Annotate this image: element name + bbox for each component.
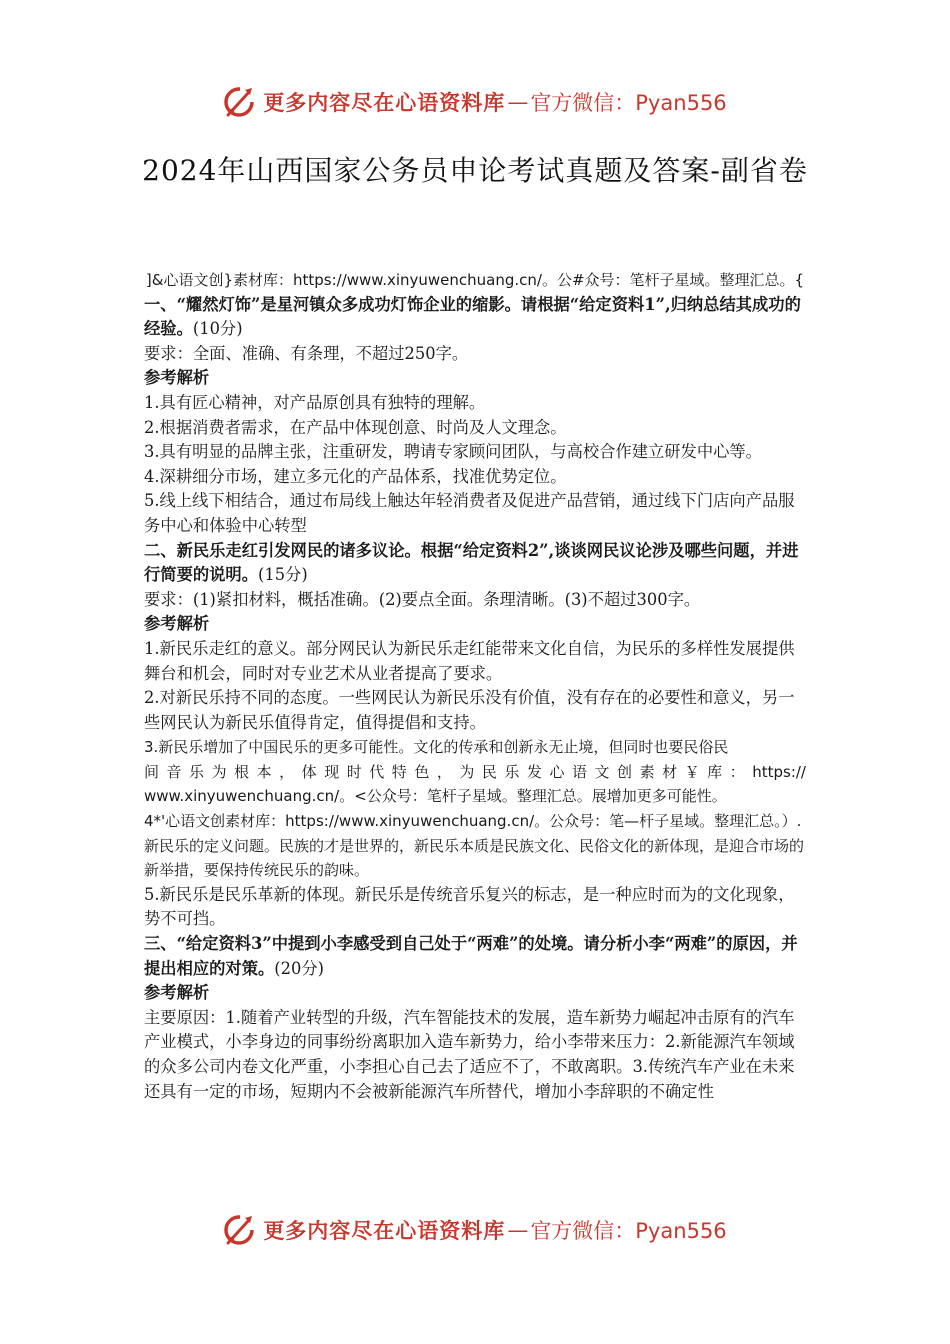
source-note: ]&心语文创}素材库：https://www.xinyuwenchuang.cn/。公#众号：笔杆子星域。整理汇总。{ [145, 271, 805, 289]
question-3-text: 三、“给定资料3”中提到小李感受到自己处于“两难”的处境。请分析小李“两难”的原因，并提出相应的对策。 [144, 934, 798, 978]
question-1-score: (10分) [192, 319, 243, 339]
banner-text: 更多内容尽在心语资料库 [263, 1219, 506, 1243]
document-body [144, 268, 806, 1104]
document-title: 2024年山西国家公务员申论考试真题及答案-副省卷 [142, 154, 808, 187]
header-banner [0, 80, 950, 124]
question-2-text: 二、新民乐走红引发网民的诸多议论。根据“给定资料2”,谈谈网民议论涉及哪些问题，并进行简要的说明。 [144, 540, 799, 585]
q2-point-5: 5.新民乐是民乐革新的体现。新民乐是传统音乐复兴的标志，是一种应时而为的文化现象，势不可挡。 [144, 884, 795, 929]
banner-wechat: 官方微信：Pyan556 [530, 1219, 727, 1243]
q1-point-3: 3.具有明显的品牌主张，注重研发，聘请专家顾问团队，与高校合作建立研发中心等。 [144, 442, 762, 462]
q2-point-2: 2.对新民乐持不同的态度。一些网民认为新民乐没有价值，没有存在的必要性和意义，另一些网民认为新民乐值得肯定，值得提倡和支持。 [144, 688, 795, 732]
banner-text: 更多内容尽在心语资料库 [263, 91, 506, 115]
q1-point-2: 2.根据消费者需求，在产品中体现创意、时尚及人文理念。 [144, 417, 567, 437]
question-2-requirement: 要求：(1)紧扣材料，概括准确。(2)要点全面。条理清晰。(3)不超过300字。 [144, 589, 701, 609]
question-1-analysis-label: 参考解析 [144, 368, 210, 388]
q3-answer: 主要原因：1.随着产业转型的升级，汽车智能技术的发展，造车新势力崛起冲击原有的汽车产业模式，小李身边的同事纷纷离职加入造车新势力，给小李带来压力：2.新能源汽车领域的众多公司内卷文化严重，小李担心自己去了适应不了，不敢离职。3.传统汽车产业在未来还具有一定的市场，短期内不会被新能源汽车所替代，增加小李辞职的不确定性 [144, 1007, 795, 1101]
q2-point-3-line-2: 间音乐为根本，体现时代特色，为民乐发心语文创素材￥库：https:// [144, 762, 806, 781]
question-2 [144, 539, 806, 588]
brush-pen-logo-icon [223, 85, 257, 119]
q1-point-5: 5.线上线下相结合，通过布局线上触达年轻消费者及促进产品营销，通过线下门店向产品服务中心和体验中心转型 [144, 491, 795, 535]
question-3-analysis-label: 参考解析 [144, 983, 210, 1003]
question-1 [144, 293, 806, 342]
q1-point-4: 4.深耕细分市场，建立多元化的产品体系，找准优势定位。 [144, 466, 567, 486]
q2-point-4: 4*'心语文创素材库：https://www.xinyuwenchuang.cn/。公众号：笔—杆子星域。整理汇总。）.新民乐的定义问题。民族的才是世界的，新民乐本质是民族文化、民俗文化的新体现，是迎合市场的新举措，要保持传统民乐的韵味。 [144, 812, 805, 880]
question-1-requirement: 要求：全面、准确、有条理，不超过250字。 [144, 343, 469, 363]
footer-banner [0, 1208, 950, 1252]
question-2-score: (15分) [257, 565, 308, 585]
q1-point-1: 1.具有匠心精神，对产品原创具有独特的理解。 [144, 392, 486, 412]
question-3 [144, 932, 806, 981]
q2-point-1: 1.新民乐走红的意义。部分网民认为新民乐走红能带来文化自信，为民乐的多样性发展提供舞台和机会，同时对专业艺术从业者提高了要求。 [144, 638, 795, 683]
brush-pen-logo-icon [223, 1213, 257, 1247]
question-3-score: (20分) [274, 958, 324, 978]
question-1-text: 一、“耀然灯饰”是星河镇众多成功灯饰企业的缩影。请根据“给定资料1”,归纳总结其成功的经验。 [144, 294, 801, 339]
banner-separator: — [507, 90, 529, 114]
banner-separator: — [507, 1218, 529, 1242]
question-2-analysis-label: 参考解析 [144, 614, 210, 634]
banner-wechat: 官方微信：Pyan556 [530, 91, 727, 115]
q2-point-3-line-3: www.xinyuwenchuang.cn/。<公众号：笔杆子星域。整理汇总。展增加更多可能性。 [144, 787, 727, 806]
q2-point-3-line-1: 3.新民乐增加了中国民乐的更多可能性。文化的传承和创新永无止境，但同时也要民俗民 [144, 738, 729, 757]
